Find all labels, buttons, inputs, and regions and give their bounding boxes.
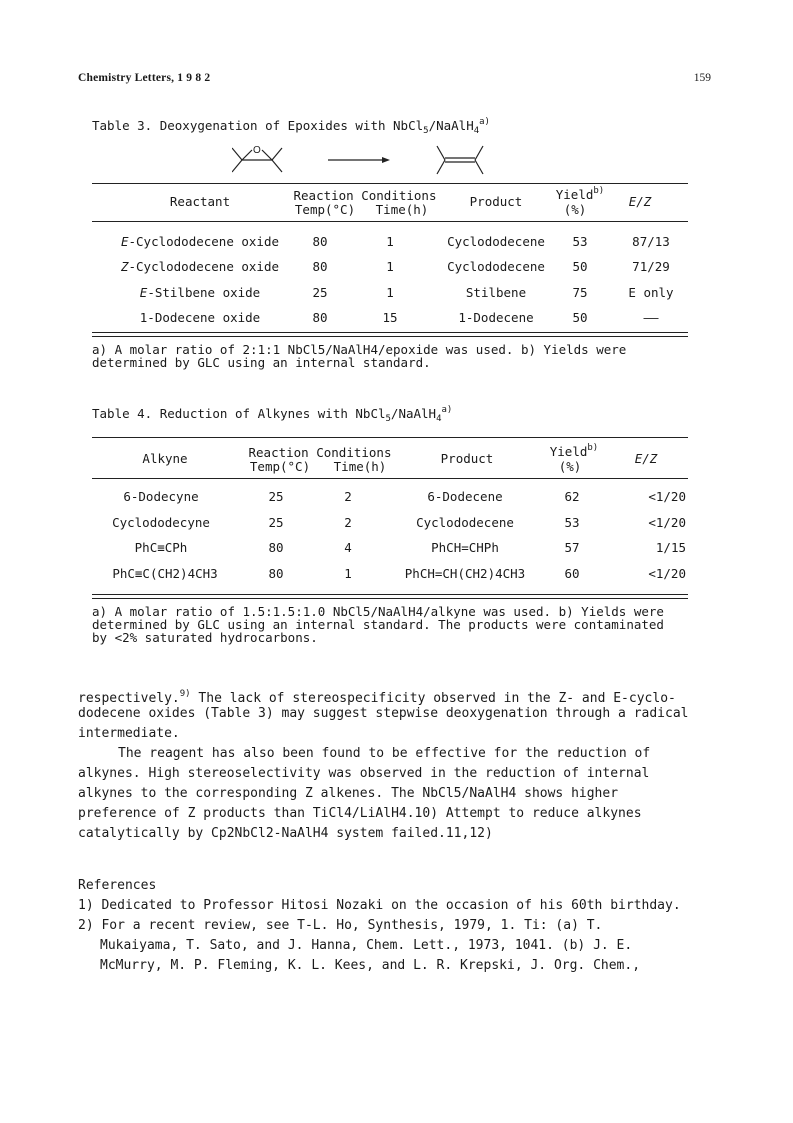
table4-ez: <1/20 [648, 489, 686, 504]
table4-product: PhCH=CH(CH2)4CH3 [404, 566, 526, 581]
table4-ez: <1/20 [648, 515, 686, 530]
running-header [78, 72, 711, 88]
table3-footnote: a) A molar ratio of 2:1:1 NbCl5/NaAlH4/epoxide was used. b) Yields were determined by GLC using an internal standard. [92, 342, 627, 370]
table3-bottom-rule [92, 332, 688, 333]
table4-time: 2 [344, 515, 352, 530]
table3-time: 1 [386, 259, 394, 274]
body-line: dodecene oxides (Table 3) may suggest stepwise deoxygenation through a radical [78, 706, 689, 721]
table4-time: 1 [344, 566, 352, 581]
table3-time: 1 [386, 285, 394, 300]
table3-product: Cyclododecene [447, 234, 545, 249]
table4-yield: 57 [564, 540, 580, 555]
table4-header-temp: Temp(°C) [249, 459, 311, 474]
reference-item-continued: McMurry, M. P. Fleming, K. L. Kees, and L. R. Krepski, J. Org. Chem., [100, 958, 641, 973]
table4-footnote: a) A molar ratio of 1.5:1.5:1.0 NbCl5/NaAlH4/alkyne was used. b) Yields were determined by GLC using an internal standard. The products were contaminated by <2% saturated hydrocarbons. [92, 604, 664, 645]
table4-temp: 80 [268, 540, 284, 555]
journal-title: Chemistry Letters, 1 9 8 2 [78, 72, 211, 84]
table4-product: 6-Dodecene [427, 489, 503, 504]
table4-product: PhCH=CHPh [431, 540, 499, 555]
body-line: intermediate. [78, 726, 180, 741]
table3-header-temp: Temp(°C) [294, 202, 356, 217]
table4-temp: 80 [268, 566, 284, 581]
table4-header-yield: Yield$^{b)}$ [549, 443, 599, 459]
table3-time: 1 [386, 234, 394, 249]
body-line: catalytically by Cp2NbCl2-NaAlH4 system failed.11,12) [78, 826, 493, 841]
table4-header-time: Time(h) [333, 459, 387, 474]
table3-yield: 50 [572, 259, 588, 274]
table3-ez: 71/29 [632, 259, 670, 274]
table3-product: Stilbene [465, 285, 527, 300]
table4-alkyne: PhC≡C(CH2)4CH3 [112, 566, 218, 581]
table4-yield: 60 [564, 566, 580, 581]
table3-header-yield-unit: (%) [563, 202, 587, 217]
table4-header-alkyne: Alkyne [142, 451, 188, 466]
table3-temp: 25 [312, 285, 328, 300]
reference-item: 2) For a recent review, see T-L. Ho, Synthesis, 1979, 1. Ti: (a) T. [78, 918, 603, 933]
table4-header-rule [92, 478, 688, 479]
table4-alkyne: Cyclododecyne [112, 515, 210, 530]
table4-time: 2 [344, 489, 352, 504]
table3-header-product: Product [469, 194, 523, 209]
table3-header-ez: E/Z [628, 194, 652, 209]
table3-header-conditions: Reaction Conditions [293, 188, 437, 203]
table3-temp: 80 [312, 259, 328, 274]
table4-ez: 1/15 [655, 540, 686, 555]
oxygen-label: O [253, 145, 261, 156]
table3-bottom-rule-2 [92, 336, 688, 337]
body-line: The reagent has also been found to be effective for the reduction of [118, 746, 651, 761]
table4-temp: 25 [268, 515, 284, 530]
table4-caption: Table 4. Reduction of Alkynes with NbCl$_5$/NaAlH$_4^{a)}$ [92, 405, 453, 424]
table4-alkyne: PhC≡CPh [134, 540, 188, 555]
reference-item: 1) Dedicated to Professor Hitosi Nozaki on the occasion of his 60th birthday. [78, 898, 681, 913]
table3-product: 1-Dodecene [458, 310, 534, 325]
table4-ez: <1/20 [648, 566, 686, 581]
body-line: respectively.$^{9)}$ The lack of stereospecificity observed in the Z- and E-cyclo- [78, 689, 676, 706]
table3-reactant: E-Cyclododecene oxide [120, 234, 280, 249]
table3-header-time: Time(h) [375, 202, 429, 217]
table3-top-rule [92, 183, 688, 184]
table3-caption: Table 3. Deoxygenation of Epoxides with NbCl$_5$/NaAlH$_4^{a)}$ [92, 117, 490, 136]
table4-header-product: Product [440, 451, 494, 466]
references-heading: References [78, 878, 157, 893]
references-section [78, 876, 698, 986]
table3-yield: 53 [572, 234, 588, 249]
table3-ez: —— [643, 310, 659, 325]
table4-header-ez: E/Z [634, 451, 658, 466]
table3-reactant: 1-Dodecene oxide [139, 310, 261, 325]
table4-bottom-rule [92, 594, 688, 595]
reference-item-continued: Mukaiyama, T. Sato, and J. Hanna, Chem. Lett., 1973, 1041. (b) J. E. [100, 938, 633, 953]
table4-temp: 25 [268, 489, 284, 504]
table3-header-reactant: Reactant [169, 194, 231, 209]
body-line: alkynes. High stereoselectivity was observed in the reduction of internal [78, 766, 650, 781]
alkene-structure [437, 146, 483, 174]
table4-yield: 53 [564, 515, 580, 530]
table3-yield: 50 [572, 310, 588, 325]
table4-time: 4 [344, 540, 352, 555]
body-line: alkynes to the corresponding Z alkenes. The NbCl5/NaAlH4 shows higher [78, 786, 619, 801]
table3-ez: 87/13 [632, 234, 670, 249]
table3-ez: E only [628, 285, 674, 300]
table4-alkyne: 6-Dodecyne [123, 489, 199, 504]
table3-temp: 80 [312, 310, 328, 325]
table3-temp: 80 [312, 234, 328, 249]
table3-header-yield: Yield$^{b)}$ [555, 186, 605, 202]
table3-reactant: Z-Cyclododecene oxide [120, 259, 280, 274]
table3-header-rule [92, 221, 688, 222]
table3-product: Cyclododecene [447, 259, 545, 274]
epoxide-to-alkene-scheme [232, 140, 492, 180]
table4-bottom-rule-2 [92, 598, 688, 599]
table3-reactant: E-Stilbene oxide [139, 285, 261, 300]
arrow-head [382, 157, 390, 163]
table4-yield: 62 [564, 489, 580, 504]
table3-time: 15 [382, 310, 398, 325]
table4-header-yield-unit: (%) [558, 459, 582, 474]
table4-top-rule [92, 437, 688, 438]
table4-header-conditions: Reaction Conditions [248, 445, 392, 460]
table3-yield: 75 [572, 285, 588, 300]
body-line: preference of Z products than TiCl4/LiAlH4.10) Attempt to reduce alkynes [78, 806, 642, 821]
table4-product: Cyclododecene [416, 515, 514, 530]
body-paragraphs [78, 684, 698, 864]
page-number: 159 [693, 72, 711, 84]
